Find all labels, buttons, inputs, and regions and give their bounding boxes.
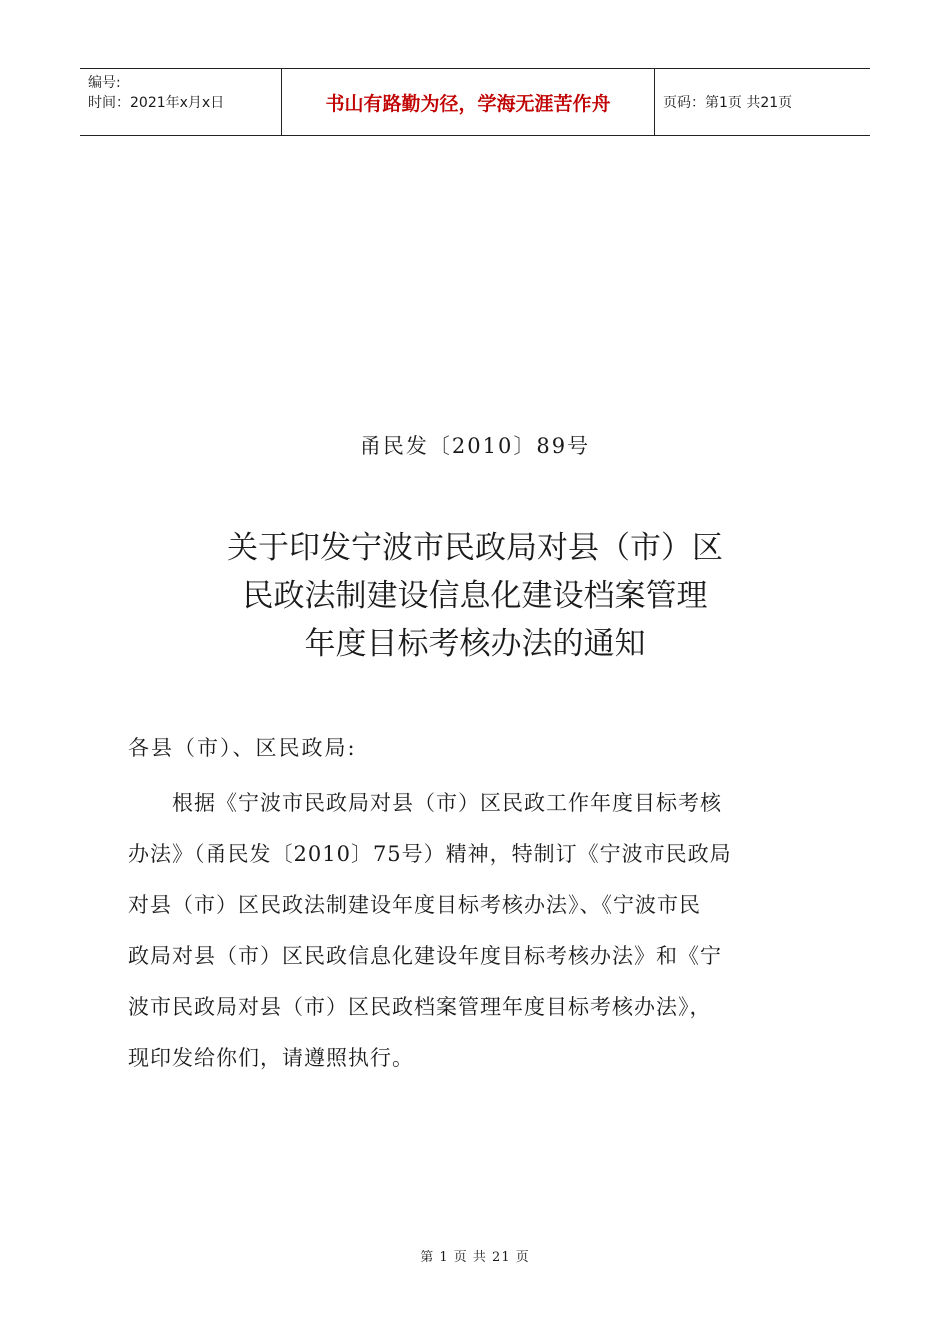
title-line: 民政法制建设信息化建设档案管理 [242, 578, 708, 614]
salutation: 各县（市）、区民政局: [128, 736, 357, 760]
title-line: 关于印发宁波市民政局对县（市）区 [227, 530, 723, 566]
body-line: 对县（市）区民政法制建设年度目标考核办法》、《宁波市民 [128, 893, 701, 917]
body-line: 政局对县（市）区民政信息化建设年度目标考核办法》和《宁 [128, 944, 722, 968]
body-paragraph [128, 778, 828, 1084]
body-line: 根据《宁波市民政局对县（市）区民政工作年度目标考核 [128, 791, 722, 815]
document-title [0, 524, 950, 668]
body-line: 办法》（甬民发〔2010〕75号）精神，特制订《宁波市民政局 [128, 842, 732, 866]
header-meta [80, 69, 282, 135]
header-table [80, 68, 870, 136]
header-page-info: 页码：第1页 共21页 [663, 95, 793, 111]
page-footer: 第 1 页 共 21 页 [420, 1250, 530, 1265]
title-line: 年度目标考核办法的通知 [304, 626, 646, 662]
serial-label: 编号: [88, 75, 121, 91]
body-line: 波市民政局对县（市）区民政档案管理年度目标考核办法》， [128, 995, 712, 1019]
header-motto: 书山有路勤为径，学海无涯苦作舟 [282, 69, 655, 135]
time-label: 时间：2021年x月x日 [88, 95, 225, 111]
document-number: 甬民发〔2010〕89号 [359, 434, 591, 458]
body-line: 现印发给你们，请遵照执行。 [128, 1046, 414, 1070]
